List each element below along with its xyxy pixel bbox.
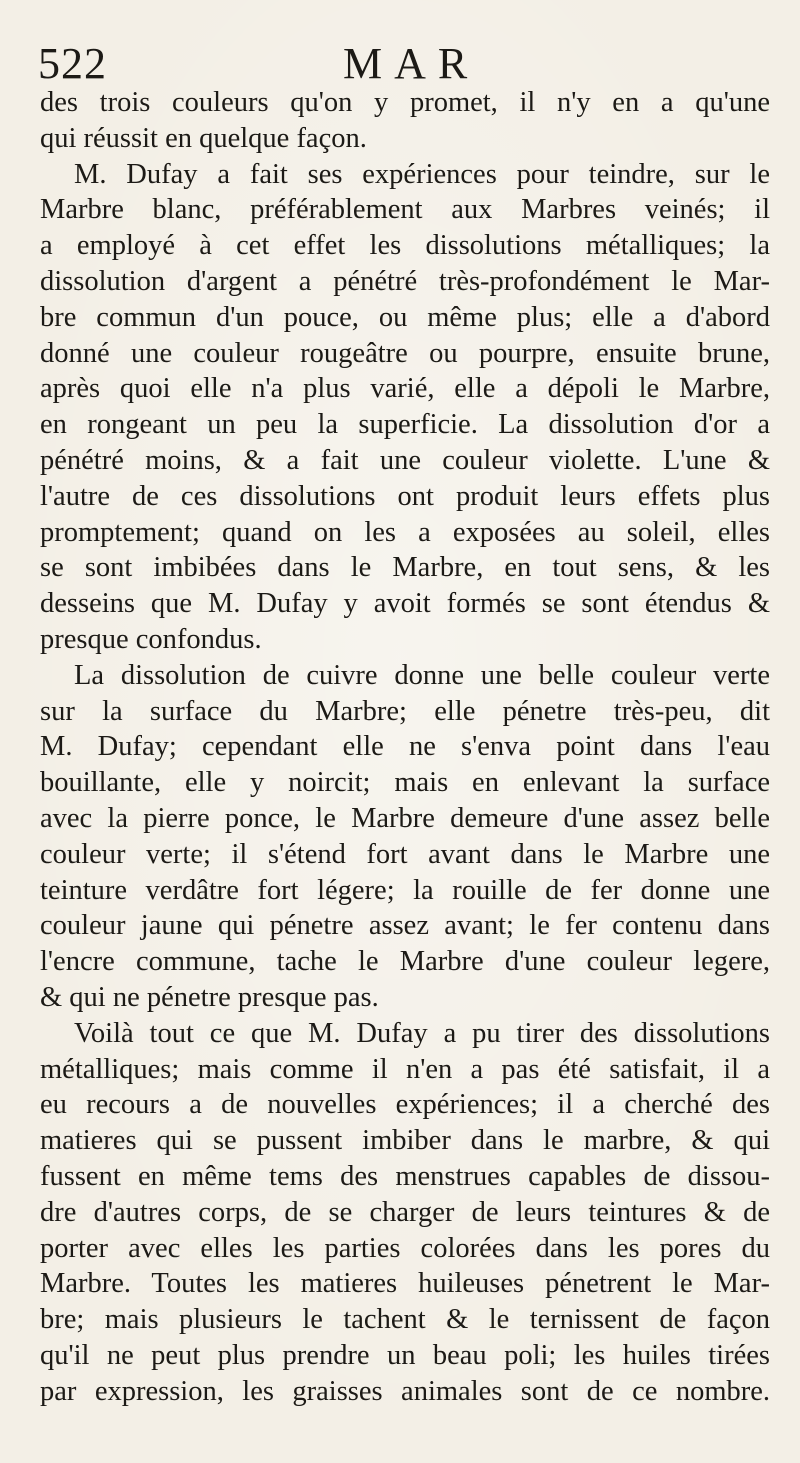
text-line: fussent en même tems des menstrues capables de dissou-	[40, 1160, 770, 1192]
text-line: Marbre blanc, préférablement aux Marbres veinés; il	[40, 194, 770, 226]
text-line: bre; mais plusieurs le tachent & le ternissent de façon	[40, 1304, 770, 1336]
running-head: MAR	[343, 39, 480, 88]
text-line: par expression, les graisses animales sont de ce nombre.	[40, 1375, 770, 1407]
paragraph-4	[40, 1016, 770, 1410]
page-number: 522	[38, 39, 107, 88]
paragraph-1	[40, 85, 770, 157]
text-line: La dissolution de cuivre donne une belle couleur verte	[74, 659, 770, 691]
text-line: pénétré moins, & a fait une couleur violette. L'une &	[40, 444, 770, 476]
text-line: teinture verdâtre fort légere; la rouille de fer donne une	[40, 874, 770, 906]
text-line: métalliques; mais comme il n'en a pas été satisfait, il a	[40, 1053, 770, 1085]
text-line: se sont imbibées dans le Marbre, en tout sens, & les	[40, 552, 770, 584]
text-line: après quoi elle n'a plus varié, elle a dépoli le Marbre,	[40, 373, 770, 405]
paragraph-3	[40, 658, 770, 1016]
text-line: dre d'autres corps, de se charger de leurs teintures & de	[40, 1196, 770, 1228]
paragraph-2	[40, 157, 770, 658]
text-line: couleur verte; il s'étend fort avant dans le Marbre une	[40, 838, 770, 870]
text-line: qui réussit en quelque façon.	[40, 122, 367, 154]
text-line: des trois couleurs qu'on y promet, il n'y en a qu'une	[40, 87, 770, 118]
text-line: eu recours a de nouvelles expériences; il a cherché des	[40, 1089, 770, 1121]
text-line: presque confondus.	[40, 623, 262, 655]
body-text	[40, 85, 770, 1409]
text-line: en rongeant un peu la superficie. La dissolution d'or a	[40, 409, 770, 441]
text-line: dissolution d'argent a pénétré très-profondément le Mar-	[40, 265, 770, 297]
text-line: avec la pierre ponce, le Marbre demeure d'une assez belle	[40, 802, 770, 834]
text-line: l'encre commune, tache le Marbre d'une couleur legere,	[40, 946, 770, 978]
text-line: donné une couleur rougeâtre ou pourpre, ensuite brune,	[40, 337, 770, 369]
text-line: couleur jaune qui pénetre assez avant; le fer contenu dans	[40, 910, 770, 942]
text-line: qu'il ne peut plus prendre un beau poli; les huiles tirées	[40, 1339, 770, 1371]
text-line: bre commun d'un pouce, ou même plus; elle a d'abord	[40, 301, 770, 333]
text-line: Voilà tout ce que M. Dufay a pu tirer des dissolutions	[74, 1017, 770, 1049]
text-line: desseins que M. Dufay y avoit formés se sont étendus &	[40, 588, 770, 620]
text-line: Marbre. Toutes les matieres huileuses pénetrent le Mar-	[40, 1268, 770, 1300]
text-line: sur la surface du Marbre; elle pénetre très-peu, dit	[40, 695, 770, 727]
text-line: porter avec elles les parties colorées dans les pores du	[40, 1232, 770, 1264]
text-line: M. Dufay; cependant elle ne s'enva point dans l'eau	[40, 731, 770, 763]
text-line: l'autre de ces dissolutions ont produit leurs effets plus	[40, 480, 770, 512]
text-line: M. Dufay a fait ses expériences pour teindre, sur le	[74, 158, 770, 190]
text-line: bouillante, elle y noircit; mais en enlevant la surface	[40, 767, 770, 799]
text-line: & qui ne pénetre presque pas.	[40, 981, 379, 1013]
text-line: a employé à cet effet les dissolutions métalliques; la	[40, 230, 770, 262]
text-line: promptement; quand on les a exposées au soleil, elles	[40, 516, 770, 548]
page-header	[38, 38, 778, 90]
text-line: matieres qui se pussent imbiber dans le marbre, & qui	[40, 1125, 770, 1157]
